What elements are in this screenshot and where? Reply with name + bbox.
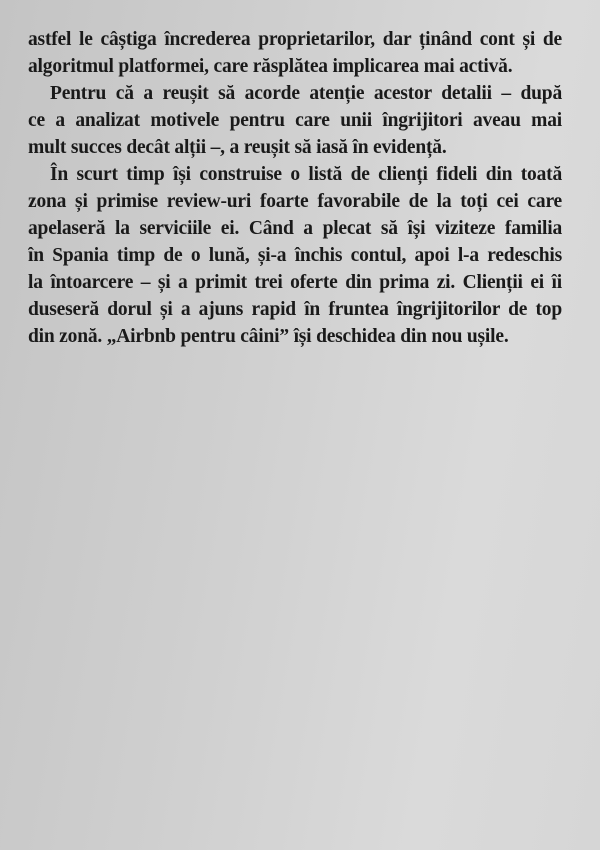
text-line: Pentru că a reușit să acorde atenție acestor detalii – după [50, 83, 562, 104]
text-line: În scurt timp își construise o listă de clienți fideli din toată [50, 164, 562, 185]
book-page-text [28, 26, 562, 350]
text-line: din zonă. „Airbnb pentru câini” își deschidea din nou ușile. [28, 326, 509, 347]
text-line: în Spania timp de o lună, și-a închis contul, apoi l-a redeschis [28, 245, 562, 266]
text-line: astfel le câștiga încrederea proprietarilor, dar ținând cont și de [28, 29, 562, 50]
text-line: algoritmul platformei, care răsplătea implicarea mai activă. [28, 56, 513, 77]
text-line: la întoarcere – și a primit trei oferte din prima zi. Clienții ei îi [28, 272, 562, 293]
text-line: apelaseră la serviciile ei. Când a plecat să își viziteze familia [28, 218, 562, 239]
paragraph-2 [28, 80, 562, 161]
text-line: mult succes decât alții –, a reușit să iasă în evidență. [28, 137, 447, 158]
text-line: zona și primise review-uri foarte favorabile de la toți cei care [28, 191, 562, 212]
paragraph-1-end [28, 26, 562, 80]
text-line: ce a analizat motivele pentru care unii îngrijitori aveau mai [28, 110, 562, 131]
text-line: duseseră dorul și a ajuns rapid în fruntea îngrijitorilor de top [28, 299, 562, 320]
paragraph-3 [28, 161, 562, 350]
